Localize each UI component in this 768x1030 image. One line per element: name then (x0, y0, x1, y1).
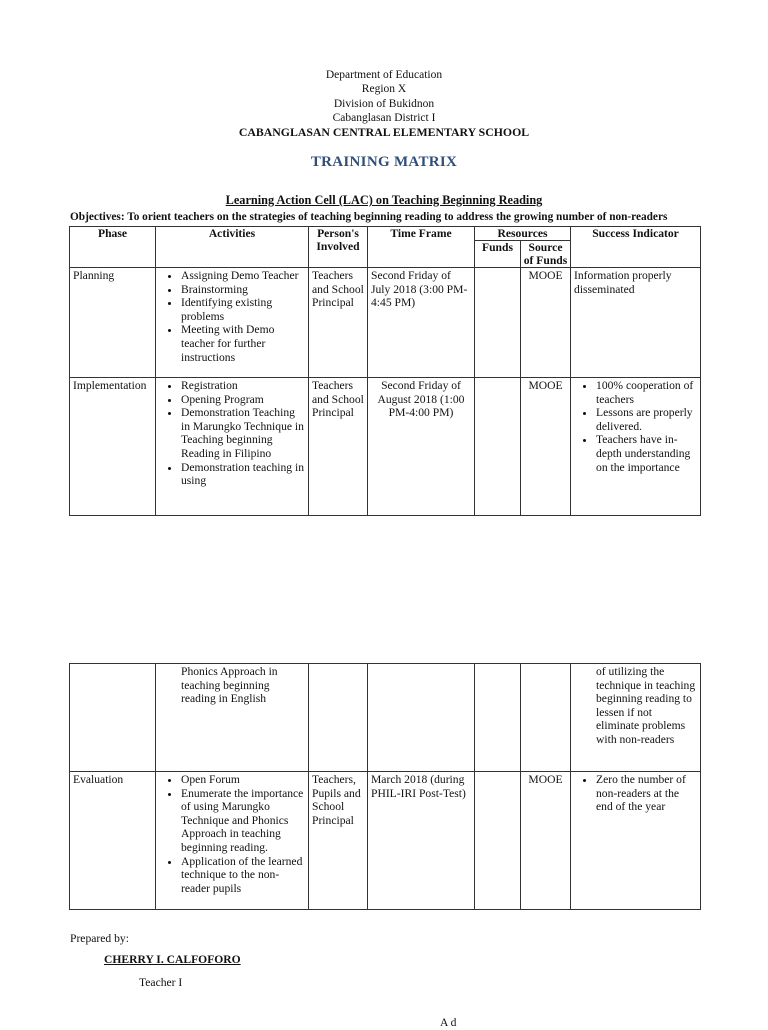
header-phase: Phase (70, 227, 156, 268)
header-region: Region X (361, 83, 407, 95)
header-funds: Funds (475, 241, 521, 268)
time-frame-cell: Second Friday of July 2018 (3:00 PM-4:45 PM) (368, 268, 475, 378)
phase-cell: Planning (70, 268, 156, 378)
list-item: • 100% cooperation of teachers (596, 379, 697, 406)
activities-list (159, 773, 305, 895)
persons-cell (309, 664, 368, 772)
list-item: • Brainstorming (181, 283, 305, 297)
list-item: • Meeting with Demo teacher for further instructions (181, 323, 305, 364)
cutoff-text: A d (440, 1016, 457, 1029)
activities-cell (156, 268, 309, 378)
time-frame-cell: Second Friday of August 2018 (1:00 PM-4:00 PM) (368, 378, 475, 516)
funds-cell (475, 268, 521, 378)
time-frame-cell (368, 664, 475, 772)
objectives-text: Objectives: To orient teachers on the strategies of teaching beginning reading to address the growing number of non-readers (70, 211, 668, 223)
success-indicator-cell (571, 378, 701, 516)
success-indicator-cell: Information properly disseminated (571, 268, 701, 378)
funds-cell (475, 664, 521, 772)
success-continued-cell: of utilizing the technique in teaching beginning reading to lessen if not eliminate problems with non-readers (571, 664, 701, 772)
header-persons-involved: Person's Involved (309, 227, 368, 268)
prepared-by-label: Prepared by: (70, 932, 129, 945)
list-item: • Zero the number of non-readers at the end of the year (596, 773, 697, 814)
list-item: • Open Forum (181, 773, 305, 787)
header-activities: Activities (156, 227, 309, 268)
list-item: • Registration (181, 379, 305, 393)
school-name: CABANGLASAN CENTRAL ELEMENTARY SCHOOL (238, 125, 530, 139)
activities-cell (156, 378, 309, 516)
list-item: • Lessons are properly delivered. (596, 406, 697, 433)
header-success-indicator: Success Indicator (571, 227, 701, 268)
persons-cell: Teachers, Pupils and School Principal (309, 772, 368, 910)
source-of-funds-cell (521, 664, 571, 772)
header-source-of-funds: Source of Funds (521, 241, 571, 268)
phase-cell (70, 664, 156, 772)
activities-list (159, 379, 305, 488)
list-item: • Demonstration teaching in using (181, 461, 305, 488)
success-list (574, 773, 697, 814)
time-frame-cell: March 2018 (during PHIL-IRI Post-Test) (368, 772, 475, 910)
table-row (70, 772, 701, 910)
header-time-frame: Time Frame (368, 227, 475, 268)
phase-cell: Implementation (70, 378, 156, 516)
activities-cell (156, 772, 309, 910)
activities-list (159, 269, 305, 364)
source-of-funds-cell: MOOE (521, 378, 571, 516)
table-row (70, 268, 701, 378)
success-list (574, 379, 697, 474)
header-department: Department of Education (325, 69, 443, 81)
preparer-name: CHERRY I. CALFOFORO (104, 953, 241, 966)
header-resources: Resources (475, 227, 571, 241)
training-matrix-table-continued (69, 663, 701, 910)
phase-cell: Evaluation (70, 772, 156, 910)
list-item: • Opening Program (181, 393, 305, 407)
training-matrix-table (69, 226, 701, 516)
table-row (70, 664, 701, 772)
table-row (70, 378, 701, 516)
header-division: Division of Bukidnon (333, 98, 435, 110)
list-item: • Teachers have in-depth understanding on the importance (596, 433, 697, 474)
funds-cell (475, 772, 521, 910)
preparer-role: Teacher I (139, 976, 183, 989)
persons-cell: Teachers and School Principal (309, 268, 368, 378)
header-district: Cabanglasan District I (332, 112, 436, 124)
source-of-funds-cell: MOOE (521, 772, 571, 910)
funds-cell (475, 378, 521, 516)
activities-continued-cell: Phonics Approach in teaching beginning reading in English (156, 664, 309, 772)
list-item: • Enumerate the importance of using Marungko Technique and Phonics Approach in teaching beginning reading. (181, 787, 305, 855)
document-subtitle: Learning Action Cell (LAC) on Teaching Beginning Reading (225, 193, 543, 207)
list-item: • Demonstration Teaching in Marungko Technique in Teaching beginning Reading in Filipino (181, 406, 305, 460)
success-indicator-cell (571, 772, 701, 910)
persons-cell: Teachers and School Principal (309, 378, 368, 516)
list-item: • Identifying existing problems (181, 296, 305, 323)
document-title: TRAINING MATRIX (310, 154, 458, 170)
list-item: • Application of the learned technique to the non-reader pupils (181, 855, 305, 896)
list-item: • Assigning Demo Teacher (181, 269, 305, 283)
source-of-funds-cell: MOOE (521, 268, 571, 378)
